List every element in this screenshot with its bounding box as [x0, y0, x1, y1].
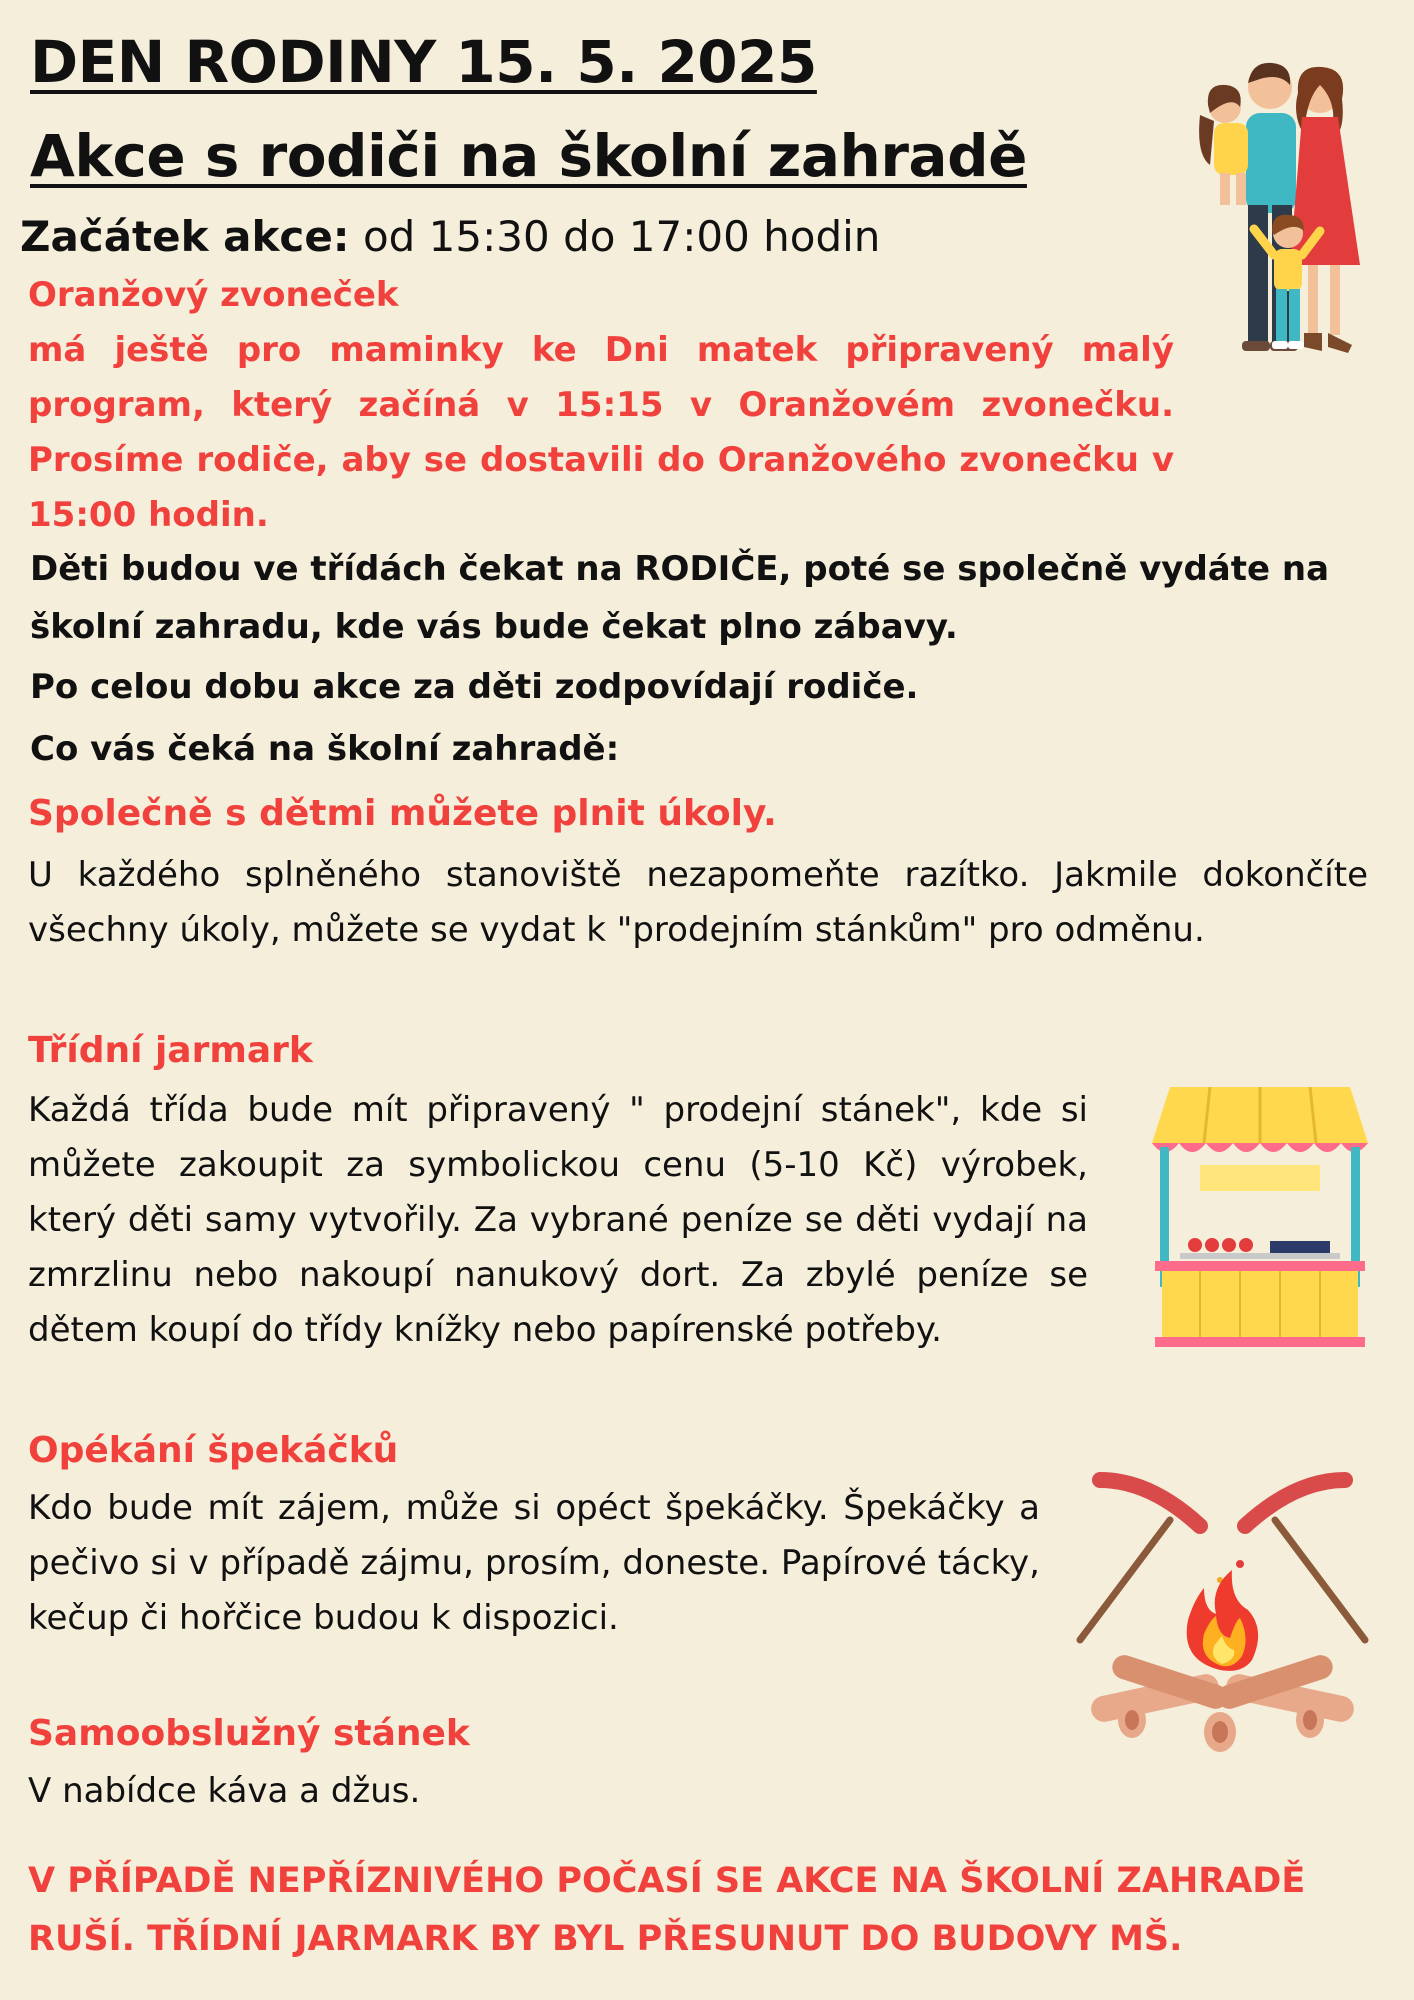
section-text-selfservice: V nabídce káva a džus. — [28, 1771, 421, 1811]
start-value: od 15:30 do 17:00 hodin — [362, 212, 881, 261]
section-title-tasks: Společně s dětmi můžete plnit úkoly. — [28, 793, 777, 834]
family-illustration-icon — [1180, 55, 1380, 360]
section-text-sausages: Kdo bude mít zájem, může si opéct špekáčky. Špekáčky a pečivo si v případě zájmu, prosím, doneste. Papírové tácky, kečup či hořčice budou k dispozici. — [28, 1488, 1040, 1638]
section-title-selfservice: Samoobslužný stánek — [28, 1713, 470, 1754]
page-subtitle: Akce s rodiči na školní zahradě — [30, 122, 1027, 190]
orange-bell-text: má ještě pro maminky ke Dni matek připravený malý program, který začíná v 15:15 v Oranžovém zvonečku. Prosíme rodiče, aby se dostavili do Oranžového zvonečku v 15:00 hodin. — [28, 330, 1174, 535]
intro-paragraph-2: Po celou dobu akce za děti zodpovídají rodiče. — [30, 667, 919, 707]
orange-bell-block — [28, 268, 1174, 543]
section-text-tasks: U každého splněného stanoviště nezapomeňte razítko. Jakmile dokončíte všechny úkoly, můžete se vydat k "prodejním stánkům" pro odměnu. — [28, 855, 1368, 950]
start-time — [20, 212, 880, 261]
section-title-market: Třídní jarmark — [28, 1030, 313, 1071]
section-title-sausages: Opékání špekáčků — [28, 1430, 399, 1471]
section-text-market: Každá třída bude mít připravený " prodejní stánek", kde si můžete zakoupit za symbolickou cenu (5-10 Kč) výrobek, který děti samy vytvořily. Za vybrané peníze se děti vydají na zmrzlinu nebo nakoupí nanukový dort. Za zbylé peníze se dětem koupí do třídy knížky nebo papírenské potřeby. — [28, 1090, 1088, 1350]
intro-paragraph-3: Co vás čeká na školní zahradě: — [30, 729, 620, 769]
weather-notice: V PŘÍPADĚ NEPŘÍZNIVÉHO POČASÍ SE AKCE NA ŠKOLNÍ ZAHRADĚ RUŠÍ. TŘÍDNÍ JARMARK BY BYL PŘESUNUT DO BUDOVY MŠ. — [28, 1861, 1306, 1959]
intro-paragraph-1: Děti budou ve třídách čekat na RODIČE, poté se společně vydáte na školní zahradu, kde vás bude čekat plno zábavy. — [30, 549, 1330, 647]
start-label: Začátek akce: — [20, 212, 350, 261]
page-title: DEN RODINY 15. 5. 2025 — [30, 28, 817, 96]
market-stall-icon — [1150, 1085, 1370, 1355]
campfire-sausages-icon — [1070, 1470, 1375, 1760]
orange-bell-heading: Oranžový zvoneček — [28, 275, 399, 315]
